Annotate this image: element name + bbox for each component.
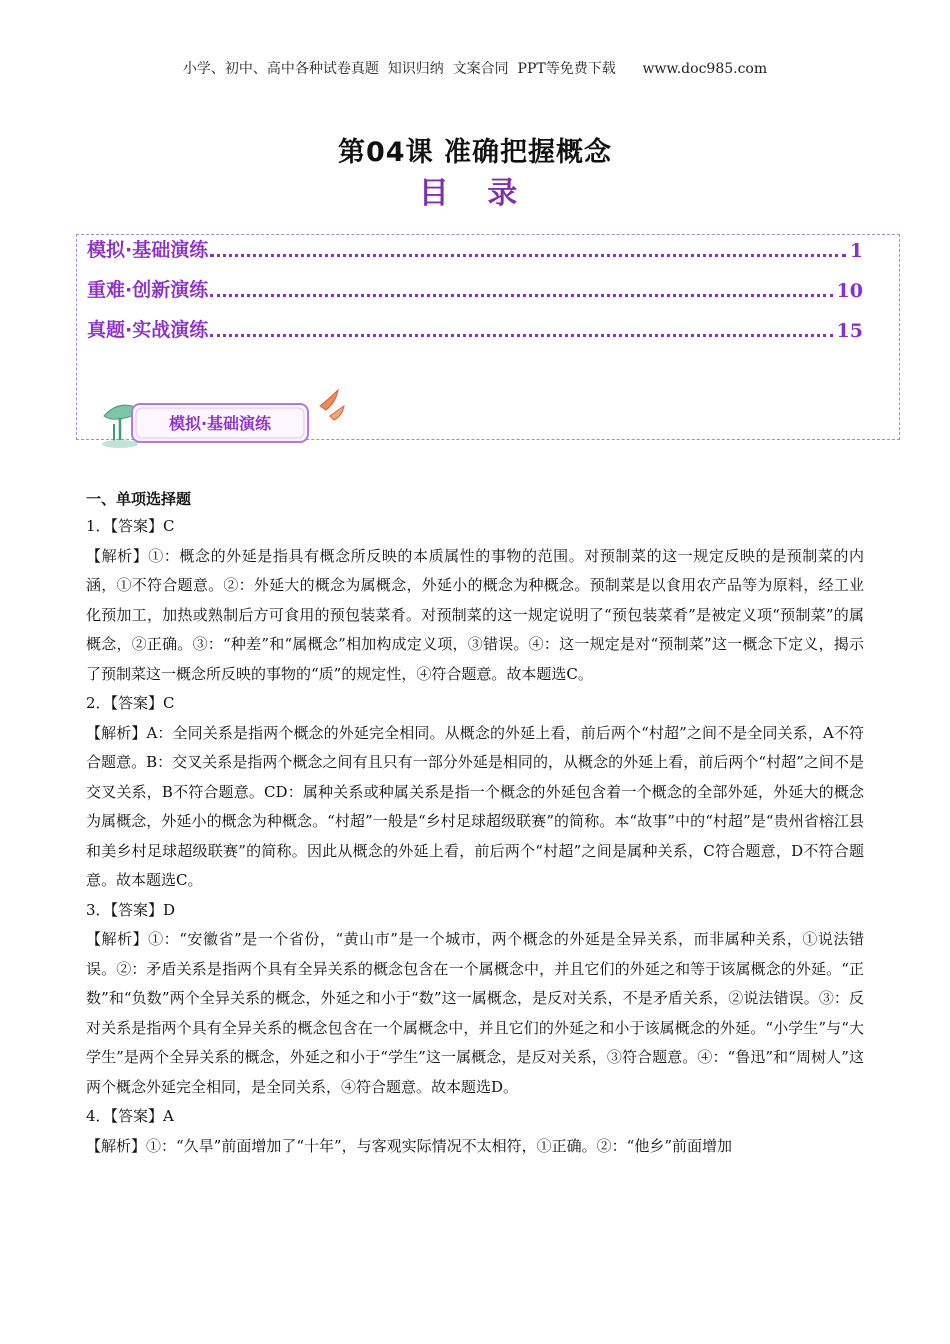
toc-entry-label: 模拟·基础演练: [87, 239, 209, 261]
toc-entry-1[interactable]: [87, 235, 863, 262]
toc-entry-page: 15: [836, 320, 863, 342]
section-banner-label: 模拟·基础演练: [168, 413, 272, 433]
question-answer: 3．【答案】D: [86, 900, 176, 919]
question-answer: 1．【答案】C: [86, 517, 175, 535]
question-answer: 4．【答案】A: [86, 1107, 174, 1125]
toc-entry-label: 真题·实战演练: [87, 319, 209, 341]
koi-fish-icon: [330, 406, 344, 420]
question-analysis: 【解析】①：“久旱”前面增加了“十年”，与客观实际情况不太相符，①正确。②：“他乡”前面增加: [86, 1136, 733, 1155]
toc-leader-dots: [210, 254, 846, 257]
question-answer: 2．【答案】C: [86, 694, 175, 712]
toc-entry-page: 10: [836, 280, 863, 302]
question-analysis: 【解析】①：“安徽省”是一个省份，“黄山市”是一个城市，两个概念的外延是全异关系，而非属种关系，①说法错误。②：矛盾关系是指两个具有全异关系的概念包含在一个属概念中，并且它们的外延之和等于该属概念的外延。“正数”和“负数”两个全异关系的概念，外延之和小于“数”这一属概念，是反对关系，不是矛盾关系，②说法错误。③：反对关系是指两个具有全异关系的概念包含在一个属概念中，并且它们的外延之和小于该属概念的外延。“小学生”与“大学生”是两个全异关系的概念，外延之和小于“学生”这一属概念，是反对关系，③符合题意。④：“鲁迅”和“周树人”这两个概念外延完全相同，是全同关系，④符合题意。故本题选D。: [86, 930, 864, 1096]
toc-entry-page: 1: [849, 240, 863, 262]
toc-leader-dots: [210, 334, 832, 337]
toc-entry-2[interactable]: [87, 275, 863, 302]
toc-entry-label: 重难·创新演练: [87, 279, 209, 301]
koi-fish-icon: [320, 390, 338, 410]
toc-leader-dots: [210, 294, 832, 297]
toc-entry-3[interactable]: [87, 315, 863, 342]
page-header: 小学、初中、高中各种试卷真题 知识归纳 文案合同 PPT等免费下载 www.doc985.com: [182, 61, 768, 77]
toc-heading: 目 录: [418, 176, 532, 211]
answers-content: [86, 512, 864, 1161]
lesson-title: 第04课 准确把握概念: [338, 137, 612, 168]
question-analysis: 【解析】①：概念的外延是指具有概念所反映的本质属性的事物的范围。对预制菜的这一规定反映的是预制菜的内涵，①不符合题意。②：外延大的概念为属概念，外延小的概念为种概念。预制菜是以食用农产品等为原料，经工业化预加工，加热或熟制后方可食用的预包装菜肴。对预制菜的这一规定说明了“预包装菜肴”是被定义项“预制菜”的属概念，②正确。③：“种差”和“属概念”相加构成定义项，③错误。④：这一规定是对“预制菜”这一概念下定义，揭示了预制菜这一概念所反映的事物的“质”的规定性，④符合题意。故本题选C。: [86, 546, 864, 683]
section-title: 一、单项选择题: [86, 490, 192, 508]
question-analysis: 【解析】A：全同关系是指两个概念的外延完全相同。从概念的外延上看，前后两个“村超”之间不是全同关系，A不符合题意。B：交叉关系是指两个概念之间有且只有一部分外延是相同的，从概念的外延上看，前后两个“村超”之间不是交叉关系，B不符合题意。CD：属种关系或种属关系是指一个概念的外延包含着一个概念的全部外延，外延大的概念为属概念，外延小的概念为种概念。“村超”一般是“乡村足球超级联赛”的简称。本“故事”中的“村超”是“贵州省榕江县和美乡村足球超级联赛”的简称。因此从概念的外延上看，前后两个“村超”之间是属种关系，C符合题意，D不符合题意。故本题选C。: [86, 723, 864, 889]
